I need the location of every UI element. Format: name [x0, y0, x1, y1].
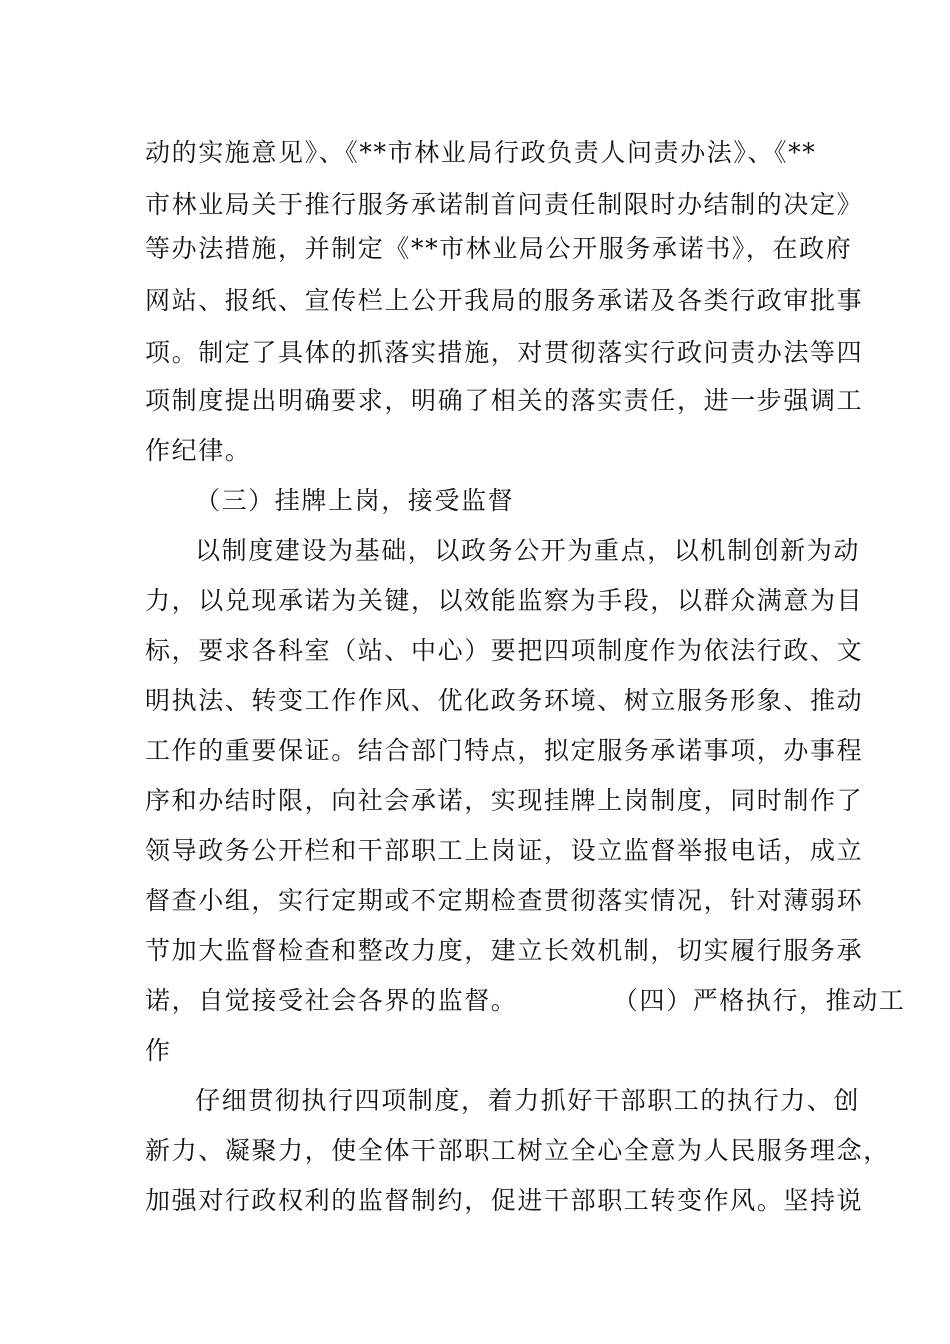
text-line: 序和办结时限，向社会承诺，实现挂牌上岗制度，同时制作了 — [145, 786, 864, 815]
text-line: 加强对行政权利的监督制约，促进干部职工转变作风。坚持说 — [145, 1186, 864, 1215]
text-line: 作纪律。 — [145, 436, 252, 465]
text-line: 力，以兑现承诺为关键，以效能监察为手段，以群众满意为目 — [145, 586, 864, 615]
text-line: 市林业局关于推行服务承诺制首问责任制限时办结制的决定》 — [145, 190, 864, 219]
text-line: 作 — [145, 1036, 172, 1065]
text-line: 新力、凝聚力，使全体干部职工树立全心全意为人民服务理念， — [145, 1136, 890, 1165]
text-line: 项。制定了具体的抓落实措施，对贯彻落实行政问责办法等四 — [145, 338, 864, 367]
text-line: 工作的重要保证。结合部门特点，拟定服务承诺事项，办事程 — [145, 736, 864, 765]
text-line: 督查小组，实行定期或不定期检查贯彻落实情况，针对薄弱环 — [145, 886, 864, 915]
text-line: 领导政务公开栏和干部职工上岗证，设立监督举报电话，成立 — [145, 836, 864, 865]
text-line: 网站、报纸、宣传栏上公开我局的服务承诺及各类行政审批事 — [145, 286, 864, 315]
text-line: 以制度建设为基础，以政务公开为重点，以机制创新为动 — [195, 536, 861, 565]
section-heading: （三）挂牌上岗，接受监督 — [195, 486, 515, 515]
text-line: 明执法、转变工作作风、优化政务环境、树立服务形象、推动 — [145, 686, 864, 715]
text-line: 项制度提出明确要求，明确了相关的落实责任，进一步强调工 — [145, 386, 864, 415]
text-line: 诺，自觉接受社会各界的监督。 （四）严格执行，推动工 — [145, 986, 906, 1015]
text-line: 仔细贯彻执行四项制度，着力抓好干部职工的执行力、创 — [195, 1086, 861, 1115]
text-line: 等办法措施，并制定《**市林业局公开服务承诺书》，在政府 — [145, 234, 853, 263]
text-line: 动的实施意见》、《**市林业局行政负责人问责办法》、《** — [145, 138, 817, 167]
text-line: 标，要求各科室（站、中心）要把四项制度作为依法行政、文 — [145, 636, 864, 665]
text-line: 节加大监督检查和整改力度，建立长效机制，切实履行服务承 — [145, 936, 864, 965]
